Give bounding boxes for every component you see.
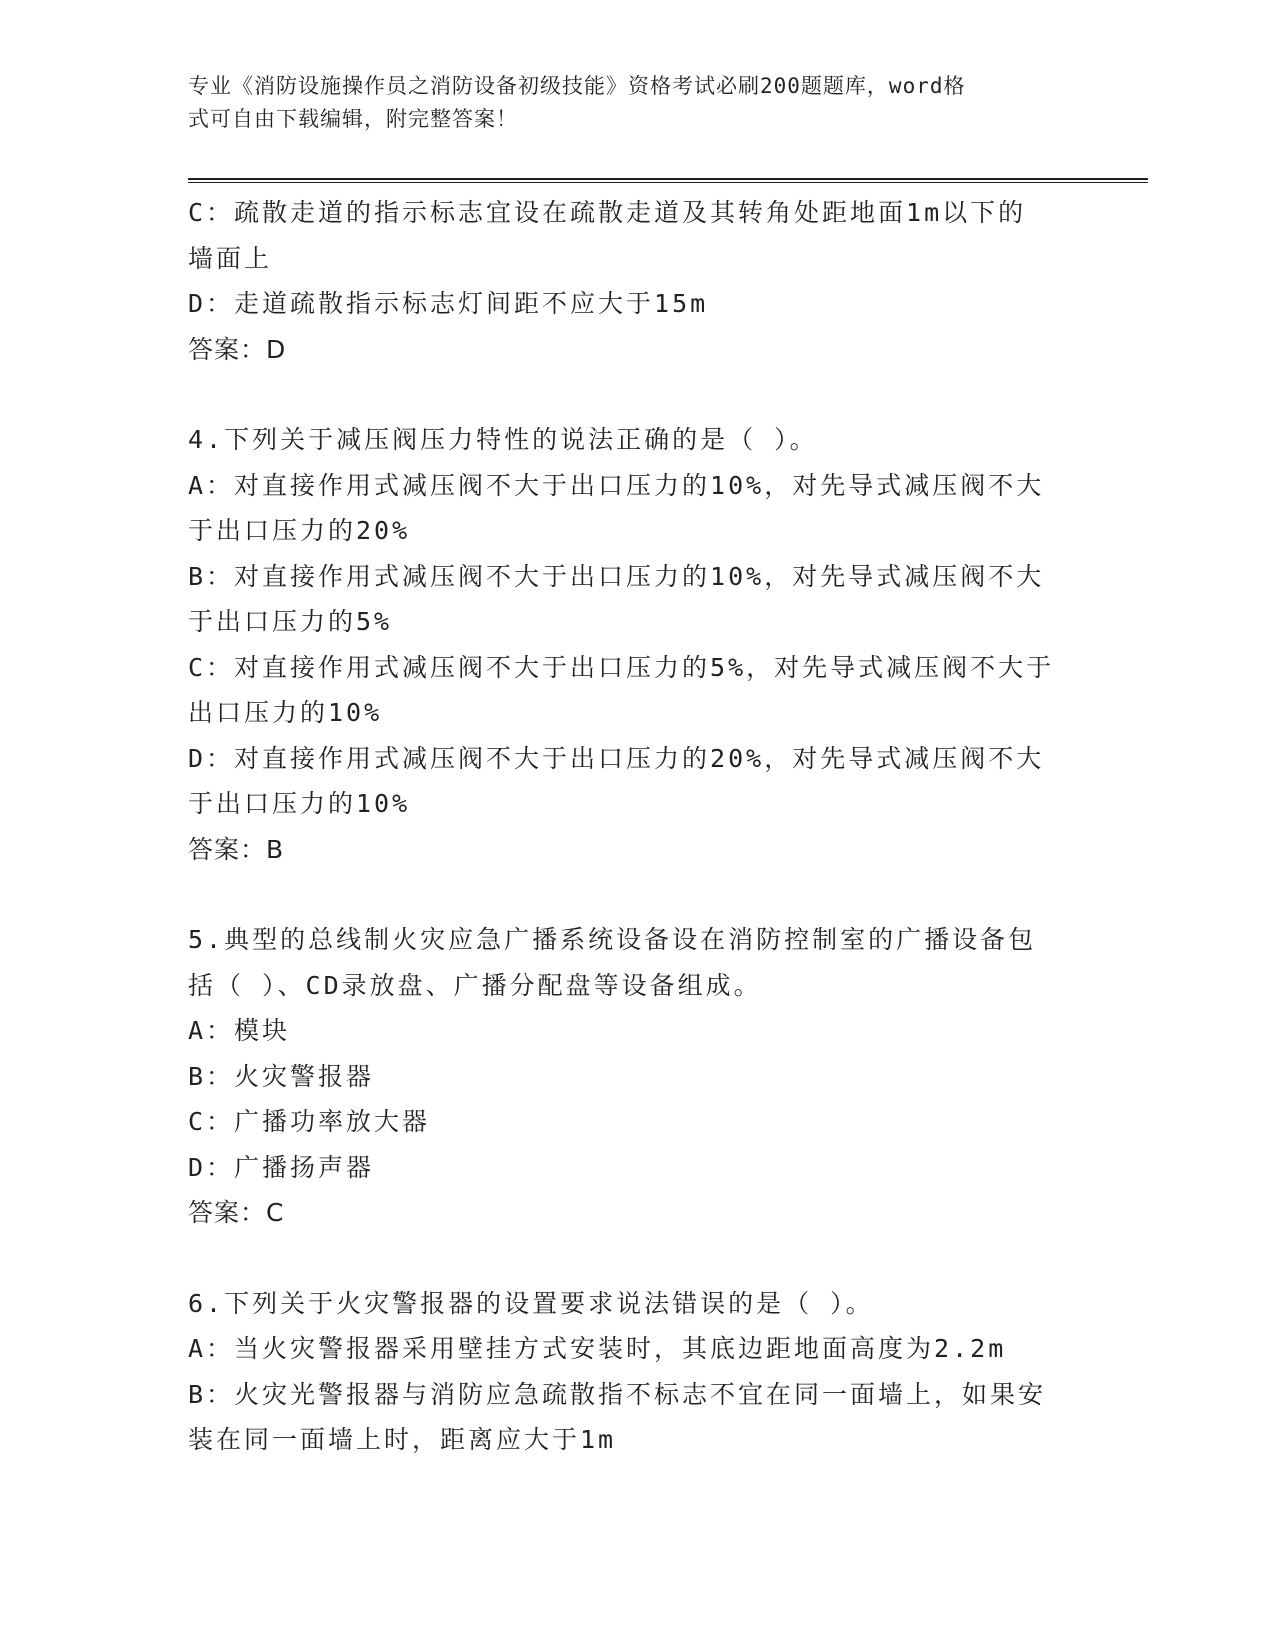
spacer — [188, 872, 1088, 917]
q5-question-line-2: 括（ ）、CD录放盘、广播分配盘等设备组成。 — [188, 970, 762, 1000]
q4-answer: 答案：B — [188, 834, 285, 864]
spacer — [188, 372, 1088, 417]
question-4 — [188, 417, 1088, 872]
q5-option-d: D：广播扬声器 — [188, 1152, 375, 1182]
q4-option-a-line-1: A：对直接作用式减压阀不大于出口压力的10%，对先导式减压阀不大 — [188, 470, 1045, 500]
header-divider — [188, 178, 1148, 183]
q3-answer: 答案：D — [188, 334, 287, 364]
question-5 — [188, 917, 1088, 1236]
q3-option-c-line-2: 墙面上 — [188, 243, 273, 273]
q5-answer: 答案：C — [188, 1198, 285, 1227]
q5-option-b: B：火灾警报器 — [188, 1061, 375, 1091]
q4-option-b-line-1: B：对直接作用式减压阀不大于出口压力的10%，对先导式减压阀不大 — [188, 561, 1045, 591]
document-header — [188, 70, 1148, 136]
q6-option-b-line-1: B：火灾光警报器与消防应急疏散指不标志不宜在同一面墙上，如果安 — [188, 1379, 1047, 1409]
q4-option-c-line-1: C：对直接作用式减压阀不大于出口压力的5%，对先导式减压阀不大于 — [188, 652, 1055, 682]
q5-option-c: C：广播功率放大器 — [188, 1107, 431, 1136]
question-3 — [188, 190, 1088, 372]
header-line-1: 专业《消防设施操作员之消防设备初级技能》资格考试必刷200题题库，word格 — [188, 74, 966, 98]
q3-option-d: D：走道疏散指示标志灯间距不应大于15m — [188, 289, 709, 318]
q6-option-a: A：当火灾警报器采用壁挂方式安装时，其底边距地面高度为2.2m — [188, 1334, 1007, 1363]
header-line-2: 式可自由下载编辑，附完整答案！ — [188, 107, 518, 131]
q6-option-b-line-2: 装在同一面墙上时，距离应大于1m — [188, 1425, 617, 1454]
q6-question: 6.下列关于火灾警报器的设置要求说法错误的是（ ）。 — [188, 1288, 874, 1318]
spacer — [188, 1236, 1088, 1281]
q4-option-b-line-2: 于出口压力的5% — [188, 607, 393, 636]
q4-option-c-line-2: 出口压力的10% — [188, 698, 383, 727]
q4-option-d-line-2: 于出口压力的10% — [188, 789, 411, 818]
q5-question-line-1: 5.典型的总线制火灾应急广播系统设备设在消防控制室的广播设备包 — [188, 925, 1037, 954]
q4-option-a-line-2: 于出口压力的20% — [188, 516, 411, 545]
q4-question: 4.下列关于减压阀压力特性的说法正确的是（ ）。 — [188, 425, 818, 454]
document-body — [188, 190, 1088, 1463]
header-text — [188, 70, 1088, 136]
q5-option-a: A：模块 — [188, 1016, 291, 1045]
question-6 — [188, 1281, 1088, 1463]
q3-option-c-line-1: C：疏散走道的指示标志宜设在疏散走道及其转角处距地面1m以下的 — [188, 198, 1027, 227]
q4-option-d-line-1: D：对直接作用式减压阀不大于出口压力的20%，对先导式减压阀不大 — [188, 743, 1045, 773]
